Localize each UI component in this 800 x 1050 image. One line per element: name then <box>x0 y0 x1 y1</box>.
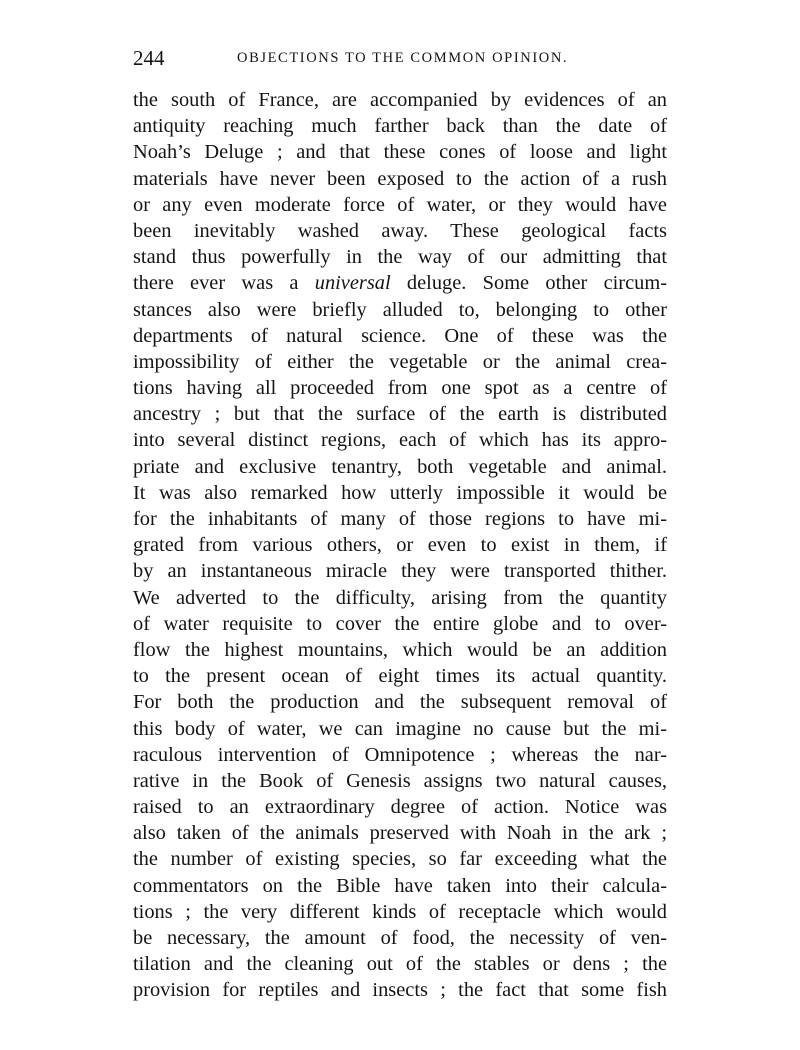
text-line: the number of existing species, so far exceeding what the <box>133 848 667 871</box>
text-line: It was also remarked how utterly impossible it would be <box>133 481 667 504</box>
italic-emphasis: universal <box>314 272 391 295</box>
text-line: ancestry ; but that the surface of the earth is distributed <box>133 403 667 426</box>
running-head <box>133 44 667 72</box>
text-line: priate and exclusive tenantry, both vegetable and animal. <box>133 455 667 478</box>
text-line: grated from various others, or even to exist in them, if <box>133 534 667 557</box>
text-line: stand thus powerfully in the way of our admitting that <box>133 246 667 269</box>
body-text <box>133 87 667 1004</box>
text-line: tions ; the very different kinds of receptacle which would <box>133 900 667 923</box>
text-line: materials have never been exposed to the action of a rush <box>133 167 667 190</box>
text-line: tilation and the cleaning out of the stables or dens ; the <box>133 953 667 976</box>
text-line: provision for reptiles and insects ; the fact that some fish <box>133 979 667 1002</box>
text-line: of water requisite to cover the entire globe and to over- <box>133 612 667 635</box>
text-line: commentators on the Bible have taken into their calcula- <box>133 874 667 897</box>
running-title: OBJECTIONS TO THE COMMON OPINION. <box>237 50 569 66</box>
text-line: raised to an extraordinary degree of action. Notice was <box>133 796 667 819</box>
text-line: antiquity reaching much farther back than the date of <box>133 115 667 138</box>
text-line: the south of France, are accompanied by evidences of an <box>133 89 667 111</box>
text-line: stances also were briefly alluded to, belonging to other <box>133 298 667 321</box>
text-line-with-italic: there ever was a universal deluge. Some other circum- <box>133 272 667 295</box>
text-line: flow the highest mountains, which would be an addition <box>133 638 667 661</box>
text-line: For both the production and the subsequent removal of <box>133 691 667 714</box>
text-line: been inevitably washed away. These geological facts <box>133 219 667 242</box>
text-line: or any even moderate force of water, or they would have <box>133 193 667 216</box>
text-line: tions having all proceeded from one spot as a centre of <box>133 377 667 400</box>
text-line: rative in the Book of Genesis assigns two natural causes, <box>133 769 667 792</box>
text-line: departments of natural science. One of these was the <box>133 324 667 347</box>
text-line: this body of water, we can imagine no cause but the mi- <box>133 717 667 740</box>
text-line: impossibility of either the vegetable or the animal crea- <box>133 350 667 373</box>
text-line: into several distinct regions, each of which has its appro- <box>133 429 667 452</box>
text-line: to the present ocean of eight times its actual quantity. <box>133 665 667 688</box>
text-line: also taken of the animals preserved with Noah in the ark ; <box>133 822 667 845</box>
text-line: Noah’s Deluge ; and that these cones of loose and light <box>133 141 667 164</box>
text-line: be necessary, the amount of food, the necessity of ven- <box>133 927 667 949</box>
text-line: We adverted to the difficulty, arising from the quantity <box>133 586 667 609</box>
text-line: raculous intervention of Omnipotence ; whereas the nar- <box>133 743 667 766</box>
text-line: for the inhabitants of many of those regions to have mi- <box>133 508 667 530</box>
page-number: 244 <box>133 46 165 70</box>
text-line: by an instantaneous miracle they were transported thither. <box>133 560 667 583</box>
